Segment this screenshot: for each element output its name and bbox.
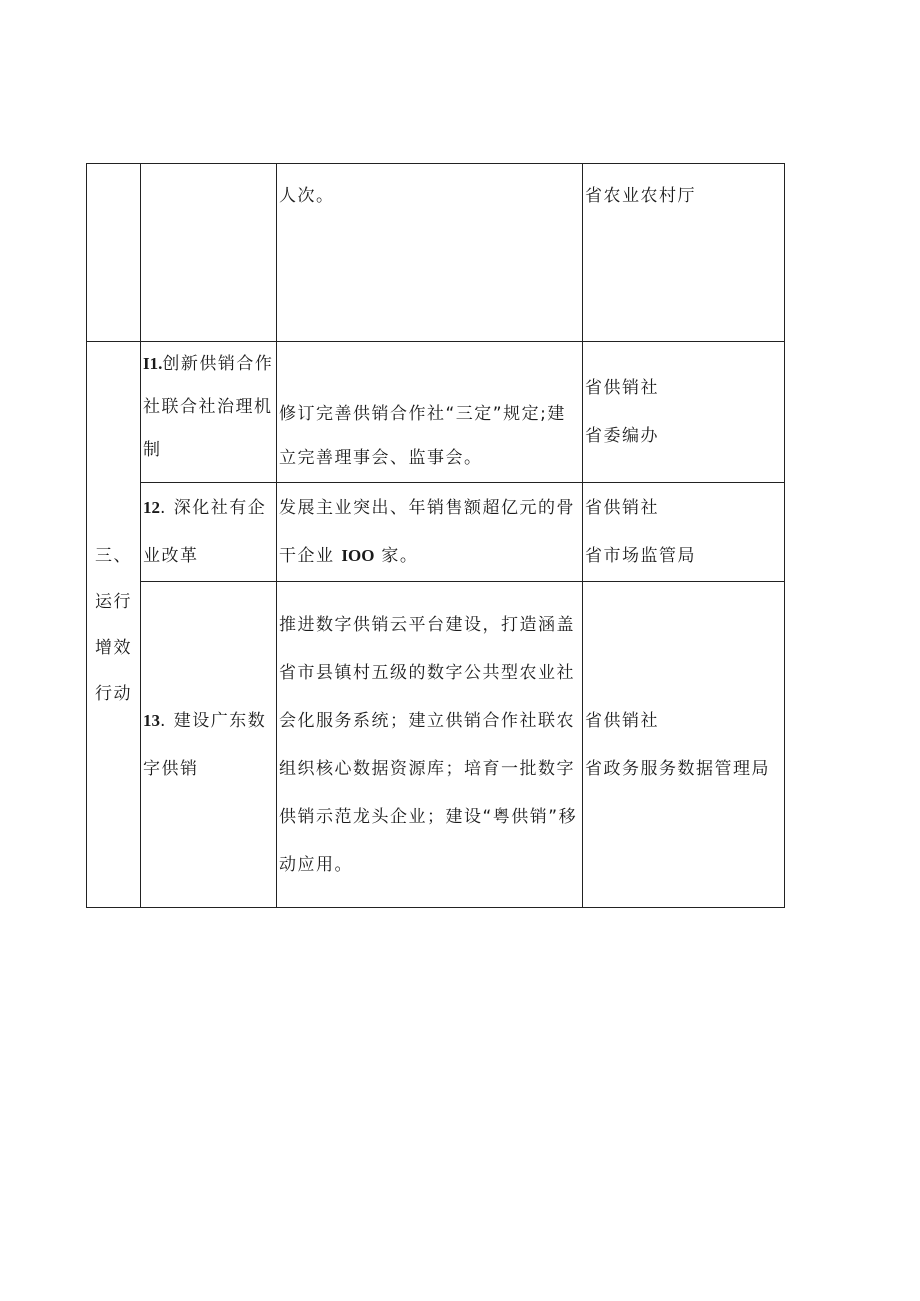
dept-cell <box>583 164 785 342</box>
table-row <box>87 342 785 483</box>
desc-text: 修订完善供销合作社“三定”规定;建立完善理事会、监事会。 <box>279 404 566 468</box>
table-row <box>87 582 785 908</box>
dept-name: 省供销社 <box>585 498 659 518</box>
desc-text-end: 家。 <box>381 546 419 566</box>
task-cell <box>141 483 277 582</box>
dept-name: 省农业农村厅 <box>585 186 696 206</box>
task-name: . 建设广东数字供销 <box>143 710 267 779</box>
desc-cell <box>277 483 583 582</box>
category-line: 三、 <box>95 545 132 566</box>
dept-name: 省供销社 <box>585 378 659 398</box>
desc-cell <box>277 342 583 483</box>
task-cell-empty <box>141 164 277 342</box>
category-line: 行动 <box>95 683 132 704</box>
dept-name: 省供销社 <box>585 710 659 731</box>
category-line: 运行 <box>95 591 132 612</box>
task-number: I1. <box>143 354 163 373</box>
desc-text: 发展主业突出、年销售额超亿元的骨干企业 <box>279 498 575 566</box>
desc-number: IOO <box>341 546 375 565</box>
category-line: 增效 <box>95 637 132 658</box>
dept-name: 省委编办 <box>585 426 659 446</box>
task-table <box>86 163 785 908</box>
table-row <box>87 483 785 582</box>
dept-cell <box>583 582 785 908</box>
task-name: 创新供销合作社联合社治理机制 <box>143 354 274 460</box>
desc-cell <box>277 164 583 342</box>
dept-cell <box>583 342 785 483</box>
dept-name: 省政务服务数据管理局 <box>585 758 770 779</box>
dept-cell <box>583 483 785 582</box>
desc-text: 推进数字供销云平台建设，打造涵盖省市县镇村五级的数字公共型农业社会化服务系统；建立供销合作社联农组织核心数据资源库；培育一批数字供销示范龙头企业；建设“粤供销”移动应用。 <box>279 614 578 875</box>
task-cell <box>141 582 277 908</box>
task-number: 13 <box>143 710 160 730</box>
dept-name: 省市场监管局 <box>585 546 696 566</box>
task-cell <box>141 342 277 483</box>
desc-text: 人次。 <box>279 186 335 206</box>
category-cell-empty <box>87 164 141 342</box>
table-row <box>87 164 785 342</box>
desc-cell <box>277 582 583 908</box>
task-name: . 深化社有企业改革 <box>143 498 267 566</box>
task-number: 12 <box>143 498 160 517</box>
category-cell <box>87 342 141 908</box>
